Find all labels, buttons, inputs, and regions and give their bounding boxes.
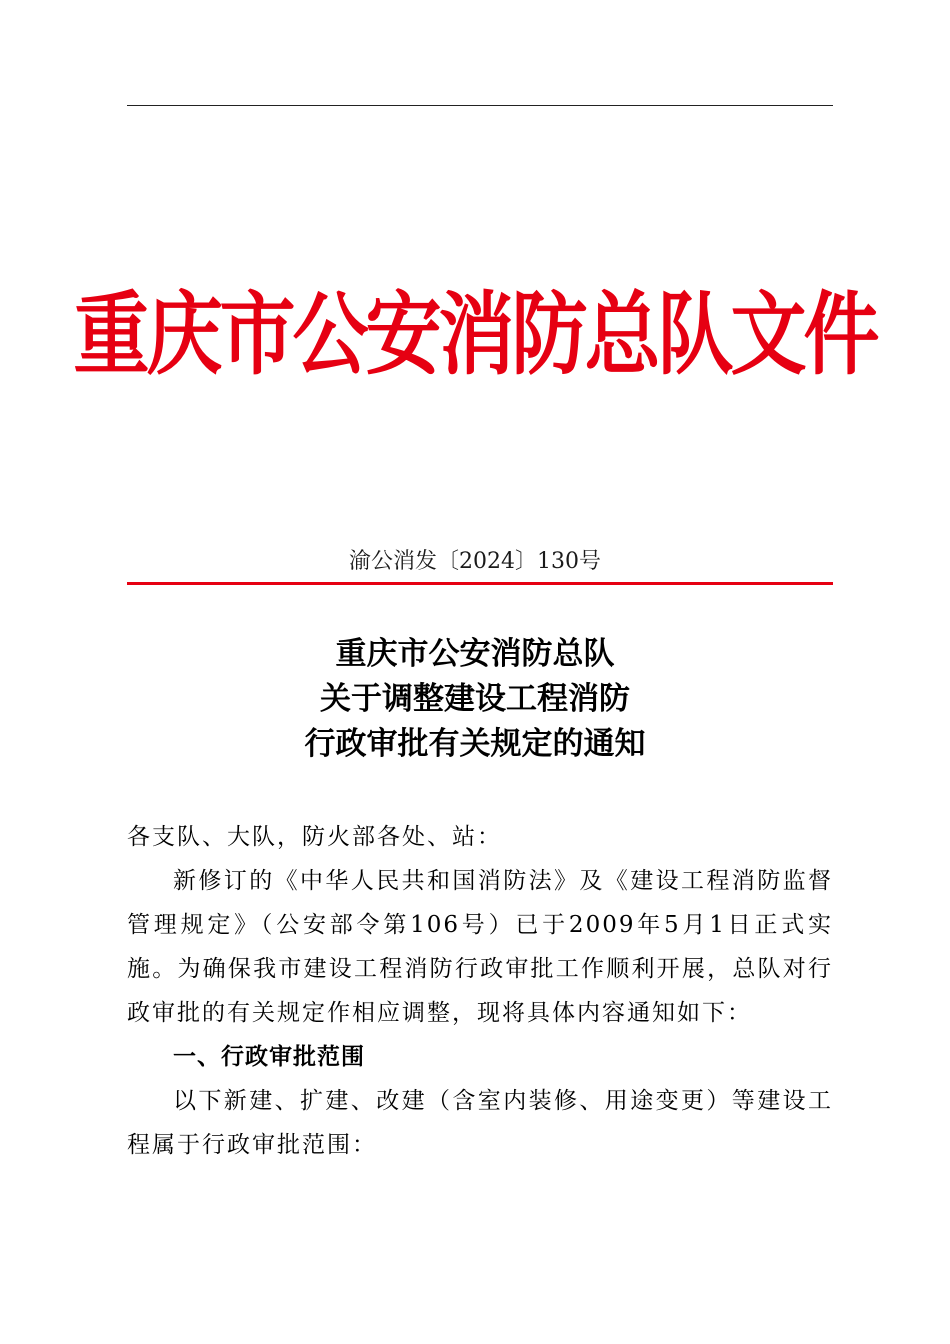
salutation: 各支队、大队，防火部各处、站： [127, 824, 502, 850]
title-line-2: 关于调整建设工程消防 [320, 681, 630, 717]
red-separator-rule [127, 582, 833, 585]
title-line-1: 重庆市公安消防总队 [335, 636, 615, 672]
title-line-3: 行政审批有关规定的通知 [304, 726, 646, 762]
body-paragraph-1: 新修订的《中华人民共和国消防法》及《建设工程消防监督管理规定》（公安部令第106号）已于2009年5月1日正式实施。为确保我市建设工程消防行政审批工作顺利开展，总队对行政审批的有关规定作相应调整，现将具体内容通知如下： [127, 868, 833, 1026]
document-number: 渝公消发〔2024〕130号 [349, 549, 601, 574]
section-heading-1: 一、行政审批范围 [173, 1044, 365, 1070]
masthead-title: 重庆市公安消防总队文件 [73, 281, 877, 387]
body-paragraph-2: 以下新建、扩建、改建（含室内装修、用途变更）等建设工程属于行政审批范围： [127, 1088, 833, 1158]
notice-body [127, 815, 833, 1167]
top-rule [127, 105, 833, 106]
notice-title [0, 632, 950, 767]
